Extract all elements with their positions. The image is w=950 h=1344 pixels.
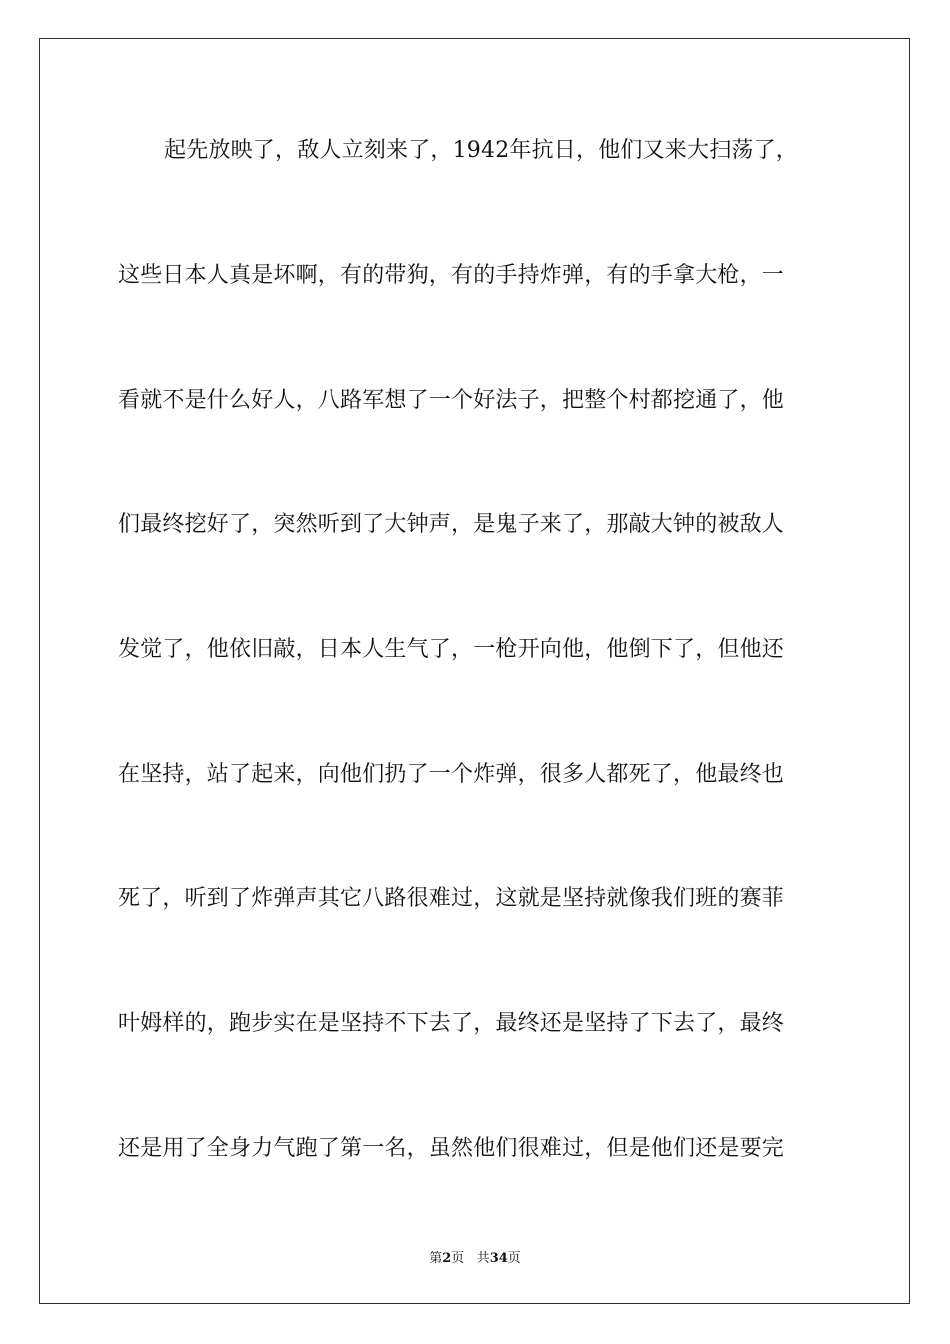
- page-footer: [0, 1247, 950, 1266]
- paragraph-line-5: 发觉了，他依旧敲，日本人生气了，一枪开向他，他倒下了，但他还: [118, 637, 785, 662]
- page-number: 2: [442, 1251, 452, 1266]
- paragraph-line-1: 起先放映了，敌人立刻来了，1942年抗日，他们又来大扫荡了，: [164, 138, 798, 163]
- paragraph-line-7: 死了，听到了炸弹声其它八路很难过，这就是坚持就像我们班的赛菲: [118, 886, 785, 911]
- page-suffix: 页: [451, 1251, 465, 1266]
- paragraph-line-4: 们最终挖好了，突然听到了大钟声，是鬼子来了，那敲大钟的被敌人: [118, 512, 785, 537]
- total-suffix: 页: [507, 1251, 521, 1266]
- total-pages: 34: [489, 1251, 508, 1266]
- paragraph-line-6: 在坚持，站了起来，向他们扔了一个炸弹，很多人都死了，他最终也: [118, 762, 785, 787]
- paragraph-line-3: 看就不是什么好人，八路军想了一个好法子，把整个村都挖通了，他: [118, 388, 785, 413]
- paragraph-line-2: 这些日本人真是坏啊，有的带狗，有的手持炸弹，有的手拿大枪，一: [118, 263, 785, 288]
- page-prefix: 第: [429, 1251, 443, 1266]
- page-border: [39, 38, 910, 1304]
- paragraph-line-9: 还是用了全身力气跑了第一名，虽然他们很难过，但是他们还是要完: [118, 1136, 785, 1161]
- total-prefix: 共: [476, 1251, 490, 1266]
- paragraph-line-8: 叶姆样的，跑步实在是坚持不下去了，最终还是坚持了下去了，最终: [118, 1011, 785, 1036]
